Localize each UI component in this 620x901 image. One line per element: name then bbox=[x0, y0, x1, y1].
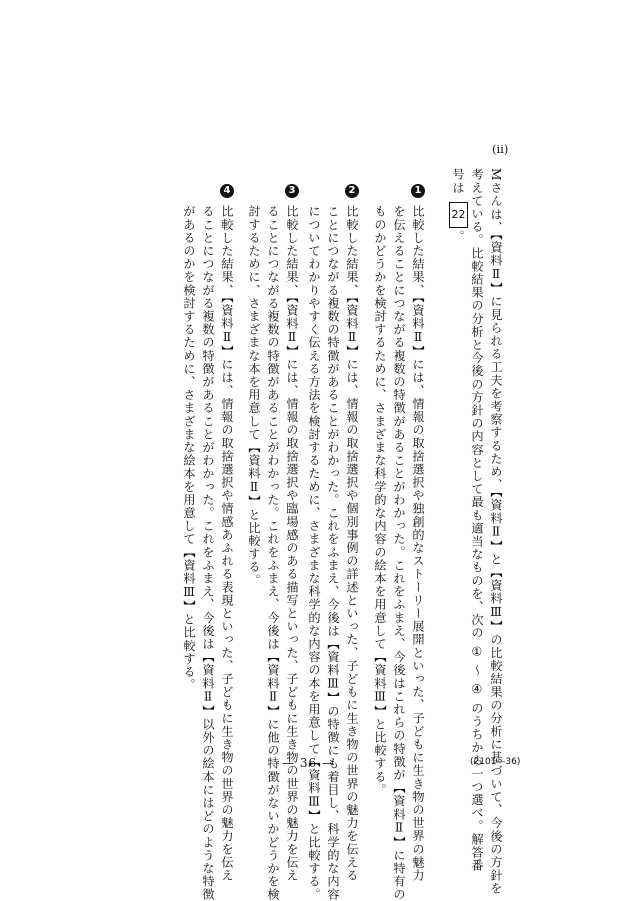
option-1-number-icon: 1 bbox=[411, 184, 425, 198]
option-4-line-3: があるのかを検討するために、さまざまな絵本を用意して【資料Ⅲ】と比較する。 bbox=[182, 205, 196, 692]
option-2-line-2: ことにつながる複数の特徴があることがわかった。これをふまえ、今後は【資料Ⅲ】の特徴にも着目し、科学的な内容 bbox=[326, 205, 340, 901]
option-1-line-2: を伝えることにつながる複数の特徴があることがわかった。これをふまえ、今後はこれらの特徴が【資料Ⅱ】に特有の bbox=[392, 205, 406, 901]
question-line-2: 考えている。比較結果の分析と今後の方針の内容として最も適当なものを、次の ① ～ ④ のうちから一つ選べ。解答番 bbox=[470, 168, 484, 872]
answer-number-box: 22 bbox=[449, 202, 468, 228]
question-line-3: 号は bbox=[451, 168, 465, 195]
option-1-line-3: ものかどうかを検討するために、さまざまな科学的な内容の絵本を用意して【資料Ⅲ】と比較する。 bbox=[373, 205, 387, 797]
question-marker: (ii) bbox=[492, 142, 509, 156]
option-4-line-1: 比較した結果、【資料Ⅱ】には、情報の取捨選択や情感あふれる表現といった、子どもに生き物の世界の魅力を伝え bbox=[220, 205, 234, 882]
option-4-line-2: ることにつながる複数の特徴があることがわかった。これをふまえ、今後は【資料Ⅱ】以外の絵本にはどのような特徴 bbox=[201, 205, 215, 901]
option-3-line-2: ることにつながる複数の特徴があることがわかった。これをふまえ、今後は【資料Ⅱ】に他の特徴がないかどうかを検 bbox=[266, 205, 280, 901]
question-line-1: Mさんは、【資料Ⅱ】に見られる工夫を考察するため、【資料Ⅱ】と【資料Ⅲ】の比較結果の分析に基づいて、今後の方針を bbox=[489, 168, 503, 896]
option-3-line-1: 比較した結果、【資料Ⅱ】には、情報の取捨選択や臨場感のある描写といった、子どもに生き物の世界の魅力を伝え bbox=[285, 205, 299, 882]
option-2-line-3: についてわかりやすく伝える方法を検討するために、さまざまな科学的な内容の本を用意して【資料Ⅲ】と比較する。 bbox=[307, 205, 321, 901]
option-3-number-icon: 3 bbox=[285, 184, 299, 198]
page-number: — 36 — bbox=[282, 756, 335, 770]
option-1-line-1: 比較した結果、【資料Ⅱ】には、情報の取捨選択や独創的なストーリー展開といった、子どもに生き物の世界の魅力 bbox=[411, 205, 425, 882]
question-line-3-end: 。 bbox=[451, 230, 465, 244]
option-2-line-1: 比較した結果、【資料Ⅱ】には、情報の取捨選択や個別事例の詳述といった、子どもに生き物の世界の魅力を伝える bbox=[345, 205, 359, 882]
option-2-number-icon: 2 bbox=[345, 184, 359, 198]
document-code: (2101—36) bbox=[470, 757, 521, 767]
option-3-line-3: 討するために、さまざまな本を用意して【資料Ⅱ】と比較する。 bbox=[247, 205, 261, 587]
option-4-number-icon: 4 bbox=[220, 184, 234, 198]
